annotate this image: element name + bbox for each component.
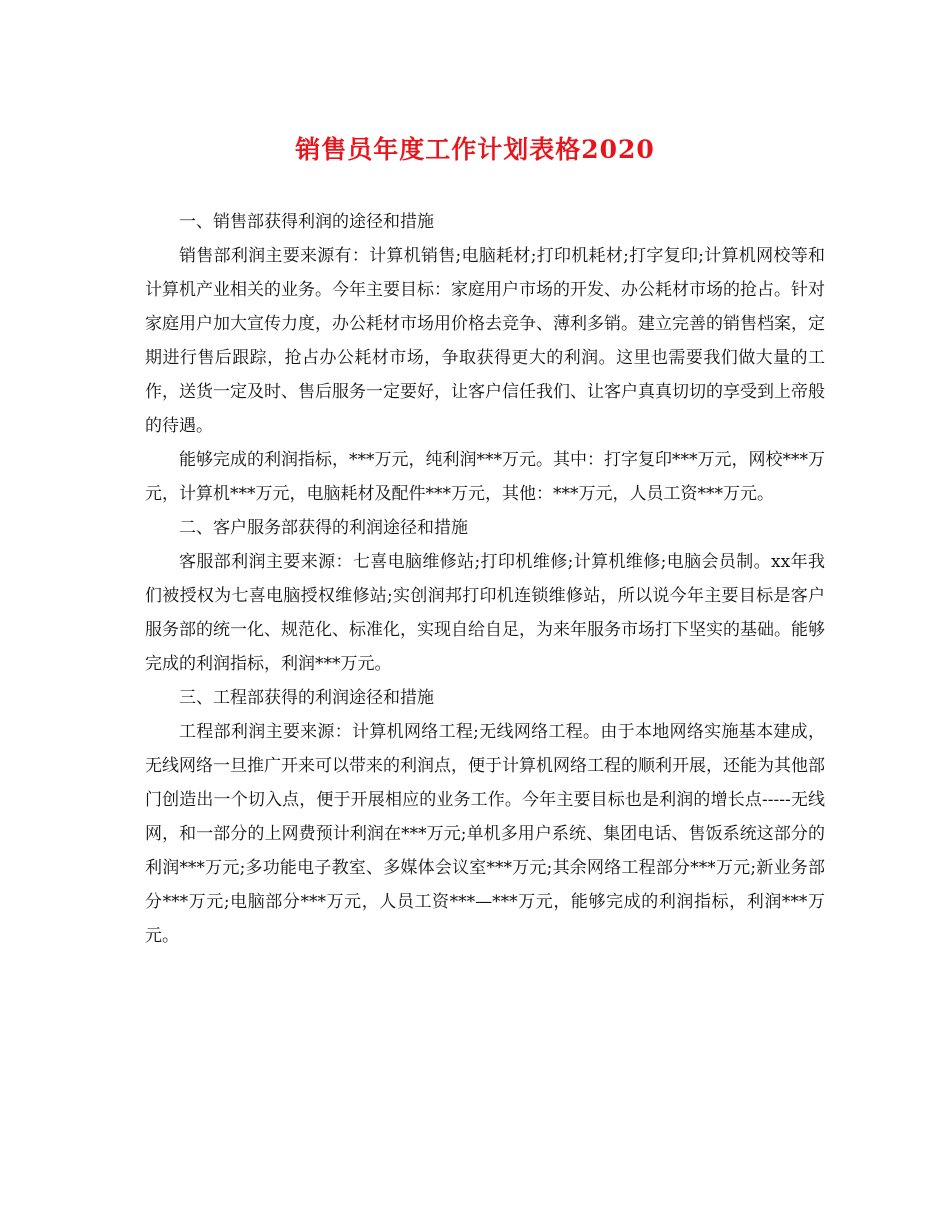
section-heading-customer-service: 二、客户服务部获得的利润途径和措施 bbox=[179, 518, 468, 538]
paragraph-sales-targets: 能够完成的利润指标，***万元，纯利润***万元。其中：打字复印***万元，网校***万元，计算机***万元，电脑耗材及配件***万元，其他：***万元，人员工资***万元。 bbox=[145, 450, 825, 504]
paragraph-engineering: 工程部利润主要来源：计算机网络工程;无线网络工程。由于本地网络实施基本建成，无线网络一旦推广开来可以带来的利润点，便于计算机网络工程的顺利开展，还能为其他部门创造出一个切入点，便于开展相应的业务工作。今年主要目标也是利润的增长点-----无线网，和一部分的上网费预计利润在***万元;单机多用户系统、集团电话、售饭系统这部分的利润***万元;多功能电子教室、多媒体会议室***万元;其余网络工程部分***万元;新业务部分***万元;电脑部分***万元，人员工资***—***万元，能够完成的利润指标，利润***万元。 bbox=[145, 722, 825, 946]
paragraph-customer-service: 客服部利润主要来源：七喜电脑维修站;打印机维修;计算机维修;电脑会员制。xx年我们被授权为七喜电脑授权维修站;实创润邦打印机连锁维修站，所以说今年主要目标是客户服务部的统一化、规范化、标准化，实现自给自足，为来年服务市场打下坚实的基础。能够完成的利润指标，利润***万元。 bbox=[145, 552, 825, 674]
section-heading-sales: 一、销售部获得利润的途径和措施 bbox=[179, 212, 434, 232]
document-body bbox=[145, 205, 825, 953]
paragraph-sales-sources: 销售部利润主要来源有：计算机销售;电脑耗材;打印机耗材;打字复印;计算机网校等和计算机产业相关的业务。今年主要目标：家庭用户市场的开发、办公耗材市场的抢占。针对家庭用户加大宣传力度，办公耗材市场用价格去竞争、薄利多销。建立完善的销售档案，定期进行售后跟踪，抢占办公耗材市场，争取获得更大的利润。这里也需要我们做大量的工作，送货一定及时、售后服务一定要好，让客户信任我们、让客户真真切切的享受到上帝般的待遇。 bbox=[145, 246, 825, 436]
document-title: 销售员年度工作计划表格2020 bbox=[295, 135, 655, 164]
section-heading-engineering: 三、工程部获得的利润途径和措施 bbox=[179, 688, 434, 708]
